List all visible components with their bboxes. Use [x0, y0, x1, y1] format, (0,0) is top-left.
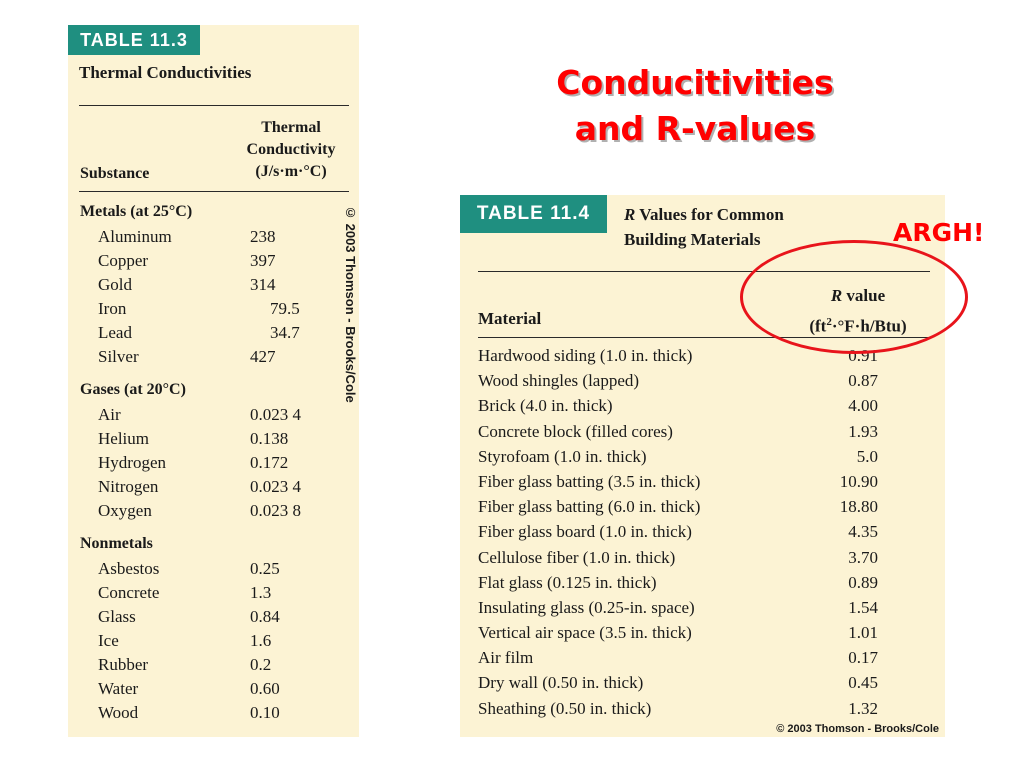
table-number-badge: TABLE 11.4	[460, 195, 607, 233]
substance-cell: Hydrogen	[98, 453, 166, 472]
material-cell: Sheathing (0.50 in. thick)	[478, 698, 652, 718]
table-row	[460, 571, 945, 596]
group-header-label: Gases (at 20°C)	[80, 381, 186, 398]
conductivity-cell: 0.023 4	[250, 477, 301, 496]
conductivity-cell: 0.60	[250, 679, 280, 698]
column-header-substance: Substance	[80, 165, 150, 182]
copyright-notice: © 2003 Thomson - Brooks/Cole	[776, 723, 939, 735]
r-value-cell: 0.91	[848, 346, 878, 365]
column-header-material: Material	[478, 309, 542, 328]
material-cell: Dry wall (0.50 in. thick)	[478, 673, 644, 693]
r-value-cell: 0.17	[848, 648, 878, 668]
slide-title-line: and R-values	[574, 109, 816, 148]
table-row	[68, 321, 359, 345]
table-row	[68, 249, 359, 273]
highlight-ellipse	[740, 240, 968, 354]
column-header-conductivity	[233, 117, 349, 183]
material-cell: Vertical air space (3.5 in. thick)	[478, 623, 692, 643]
group-header-label: Nonmetals	[80, 535, 153, 552]
substance-cell: Nitrogen	[98, 477, 159, 496]
material-cell: Concrete block (filled cores)	[478, 421, 673, 441]
substance-cell: Ice	[98, 631, 119, 650]
table-row	[68, 273, 359, 297]
header-top-rule	[79, 105, 349, 106]
column-header-units: (J/s·m·°C)	[255, 163, 327, 180]
substance-cell: Wood	[98, 703, 139, 722]
table-row	[68, 499, 359, 523]
substance-cell: Concrete	[98, 583, 160, 602]
conductivity-cell: 0.138	[250, 429, 289, 448]
material-cell: Styrofoam (1.0 in. thick)	[478, 446, 647, 466]
table-row	[68, 297, 359, 321]
substance-cell: Lead	[98, 323, 132, 342]
table-row	[460, 546, 945, 571]
conductivity-cell: 0.023 8	[250, 501, 301, 520]
conductivity-cell: 0.2	[250, 655, 272, 674]
table-row	[460, 671, 945, 696]
slide-title-line: Conducitivities	[556, 63, 834, 102]
conductivity-cell: 0.25	[250, 559, 280, 578]
substance-cell: Asbestos	[98, 559, 160, 578]
r-value-cell: 18.80	[839, 497, 878, 517]
table-row	[68, 451, 359, 475]
material-cell: Air film	[478, 648, 534, 668]
group-header-label: Metals (at 25°C)	[80, 203, 193, 220]
conductivity-cell: 34.7	[270, 323, 300, 342]
table-row	[460, 621, 945, 646]
thermal-conductivity-table	[68, 25, 359, 737]
table-row	[460, 495, 945, 520]
table-row	[68, 605, 359, 629]
table-number-badge: TABLE 11.3	[68, 25, 200, 55]
table-row	[68, 653, 359, 677]
title-text: Building Materials	[624, 230, 761, 249]
r-value-cell: 3.70	[848, 547, 878, 567]
substance-cell: Copper	[98, 251, 149, 270]
substance-cell: Iron	[98, 299, 127, 318]
table-row	[460, 445, 945, 470]
r-value-cell: 0.89	[848, 572, 878, 592]
conductivity-cell: 397	[250, 251, 276, 270]
column-header-line: value	[842, 286, 886, 305]
r-value-cell: 0.87	[848, 371, 878, 391]
substance-cell: Rubber	[98, 655, 149, 674]
r-value-cell: 0.45	[848, 673, 878, 693]
conductivity-cell: 79.5	[270, 299, 300, 318]
table-row	[460, 369, 945, 394]
r-value-cell: 4.35	[848, 522, 878, 542]
table-row	[460, 697, 945, 722]
material-cell: Wood shingles (lapped)	[478, 371, 640, 391]
table-row	[68, 557, 359, 581]
substance-cell: Helium	[98, 429, 149, 448]
material-cell: Insulating glass (0.25-in. space)	[478, 597, 695, 617]
r-value-cell: 1.93	[848, 421, 878, 441]
column-header-r-symbol: R	[830, 286, 843, 305]
substance-cell: Aluminum	[98, 227, 172, 246]
conductivity-cell: 0.172	[250, 453, 289, 472]
r-value-cell: 1.54	[848, 597, 878, 617]
table-row	[68, 475, 359, 499]
r-value-cell: 10.90	[839, 471, 878, 491]
column-header-line: Thermal	[261, 119, 321, 136]
conductivity-cell: 238	[250, 227, 276, 246]
material-cell: Fiber glass batting (6.0 in. thick)	[478, 497, 701, 517]
table-row	[68, 629, 359, 653]
table-row	[460, 520, 945, 545]
table-row	[460, 394, 945, 419]
r-value-cell: 4.00	[848, 396, 878, 416]
conductivity-cell: 314	[250, 275, 276, 294]
substance-cell: Water	[98, 679, 139, 698]
substance-cell: Silver	[98, 347, 139, 366]
material-cell: Flat glass (0.125 in. thick)	[478, 572, 657, 592]
copyright-notice: © 2003 Thomson - Brooks/Cole	[343, 205, 358, 403]
table-title: Thermal Conductivities	[79, 63, 252, 82]
group-header	[68, 533, 359, 557]
table-row	[68, 701, 359, 725]
conductivity-cell: 0.84	[250, 607, 280, 626]
conductivity-cell: 0.10	[250, 703, 280, 722]
r-value-cell: 1.32	[848, 698, 878, 718]
table-row	[68, 581, 359, 605]
substance-cell: Air	[98, 405, 121, 424]
annotation-text: ARGH!	[893, 218, 985, 247]
table-body	[460, 344, 945, 722]
header-bottom-rule	[79, 191, 349, 192]
table-row	[460, 596, 945, 621]
table-body	[68, 201, 359, 725]
group-header	[68, 379, 359, 403]
table-row	[460, 420, 945, 445]
column-header-units: $(ft^2\cdot^\circ F\cdot h/Btu)$	[809, 316, 907, 336]
material-cell: Fiber glass board (1.0 in. thick)	[478, 522, 692, 542]
conductivity-cell: 1.3	[250, 583, 272, 602]
table-title	[624, 202, 784, 252]
r-value-cell: 1.01	[848, 623, 878, 643]
column-header-line: Conductivity	[246, 141, 336, 158]
material-cell: Brick (4.0 in. thick)	[478, 396, 613, 416]
conductivity-cell: 1.6	[250, 631, 272, 650]
conductivity-cell: 427	[250, 347, 276, 366]
substance-cell: Gold	[98, 275, 132, 294]
substance-cell: Oxygen	[98, 501, 152, 520]
r-value-cell: 5.0	[856, 446, 878, 466]
conductivity-cell: 0.023 4	[250, 405, 301, 424]
material-cell: Cellulose fiber (1.0 in. thick)	[478, 547, 676, 567]
title-r-symbol: R	[624, 205, 636, 224]
table-row	[68, 345, 359, 369]
substance-cell: Glass	[98, 607, 136, 626]
table-row	[68, 427, 359, 451]
slide-title	[500, 60, 890, 152]
material-cell: Hardwood siding (1.0 in. thick)	[478, 346, 693, 365]
group-header	[68, 201, 359, 225]
table-row	[460, 470, 945, 495]
table-row	[68, 225, 359, 249]
table-row	[68, 677, 359, 701]
material-cell: Fiber glass batting (3.5 in. thick)	[478, 471, 701, 491]
title-text: Values for Common	[635, 205, 784, 224]
table-row	[68, 403, 359, 427]
table-row	[460, 646, 945, 671]
